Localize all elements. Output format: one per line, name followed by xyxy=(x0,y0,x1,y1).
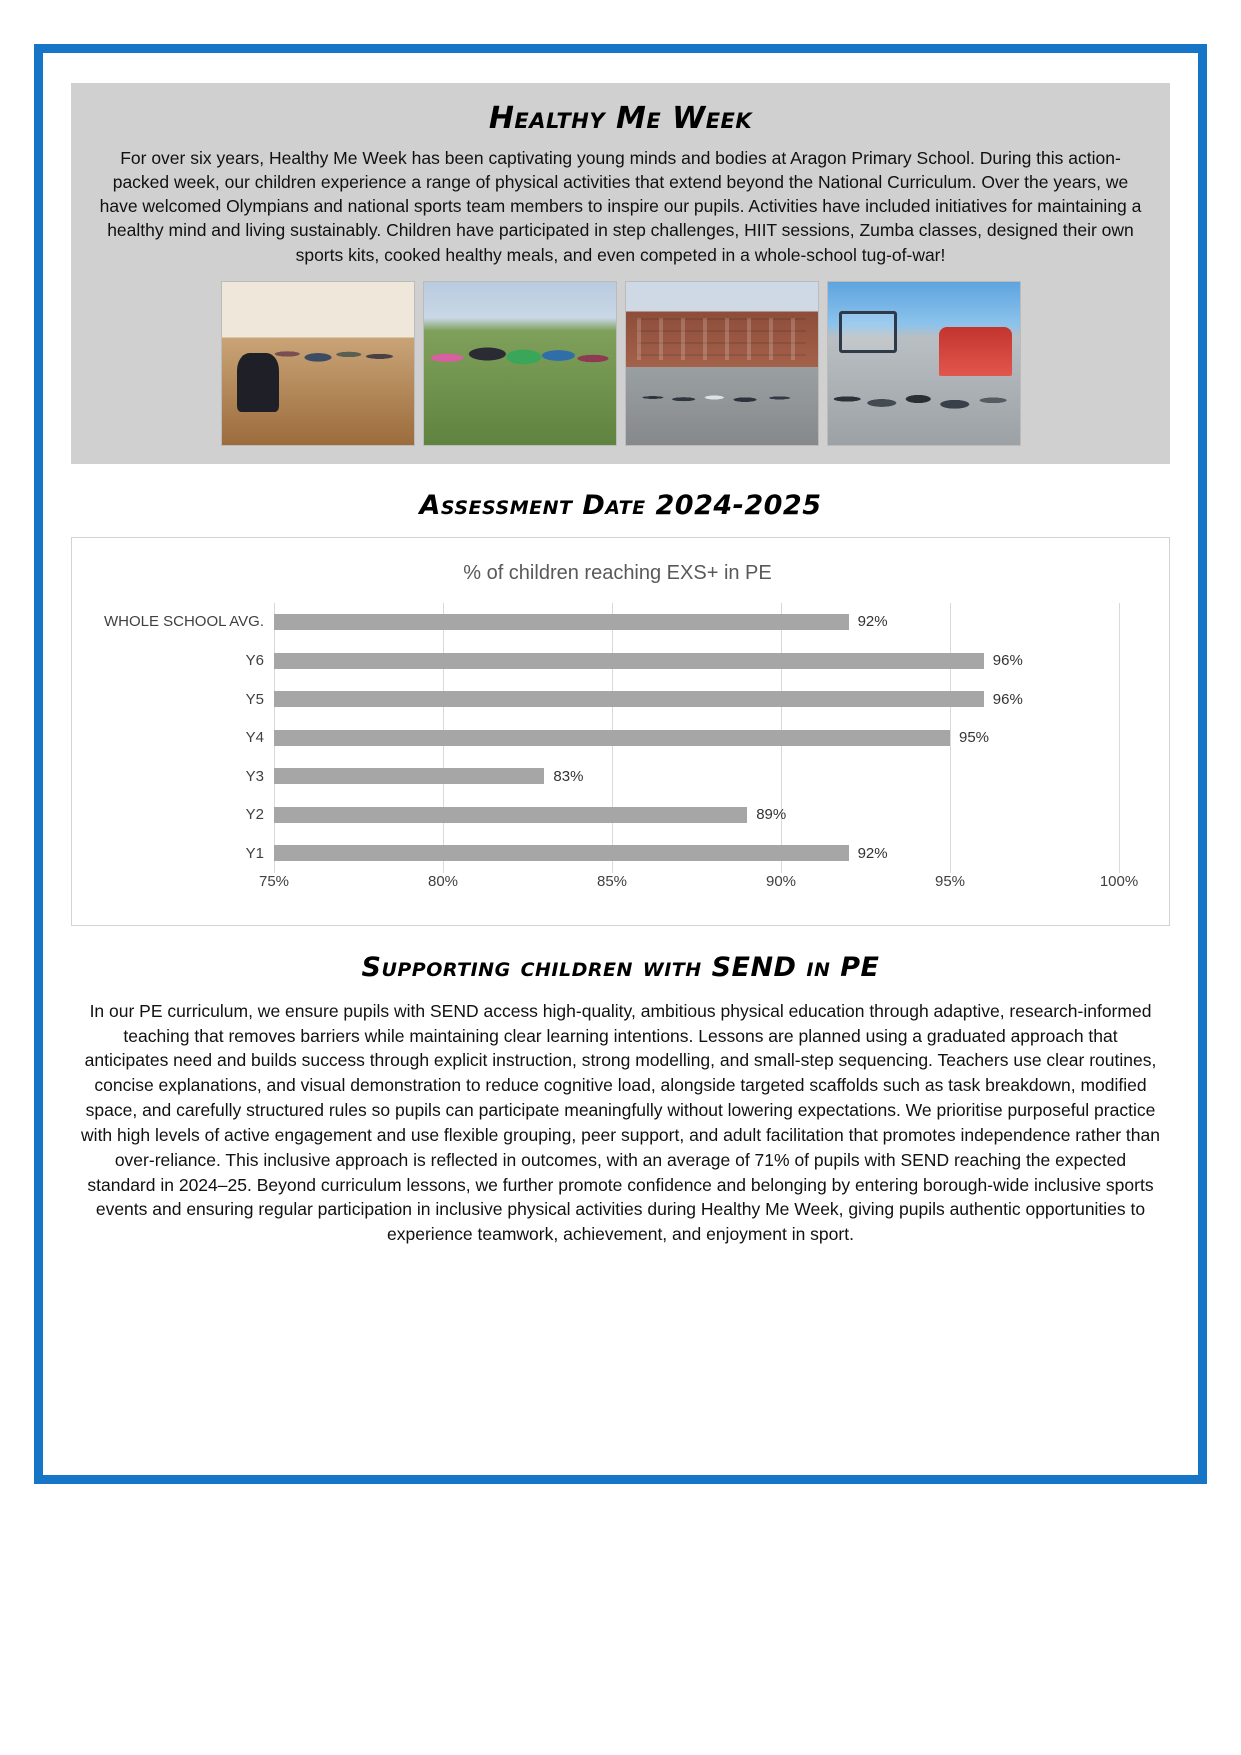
chart-x-tick-label: 100% xyxy=(1099,872,1139,890)
chart-category-label: Y5 xyxy=(245,690,264,708)
chart-bar xyxy=(274,845,849,861)
photo-school-building xyxy=(625,281,819,446)
chart-category-label: WHOLE SCHOOL AVG. xyxy=(103,613,264,631)
chart-gridline xyxy=(1119,603,1120,873)
chart-bar-row xyxy=(245,796,1119,835)
chart-bar xyxy=(274,614,849,630)
chart-category-label: Y2 xyxy=(245,806,264,824)
chart-bar-value: 96% xyxy=(992,652,1023,670)
chart-bar-value: 92% xyxy=(857,613,888,631)
chart-bar-row xyxy=(245,834,1119,873)
chart-bar-value: 83% xyxy=(553,767,584,785)
chart-x-tick-label: 85% xyxy=(596,872,628,890)
basketball-hoop-icon xyxy=(839,311,897,353)
chart-plot-area xyxy=(88,603,1147,915)
chart-category-label: Y1 xyxy=(245,844,264,862)
assessment-heading: Assessment Date 2024-2025 xyxy=(419,489,822,521)
chart-category-label: Y6 xyxy=(245,652,264,670)
photo-playground-inflatable xyxy=(827,281,1021,446)
send-heading: Supporting children with SEND in PE xyxy=(361,951,880,983)
chart-bar-row xyxy=(245,680,1119,719)
chart-bar-row xyxy=(103,603,1119,642)
chart-category-label: Y4 xyxy=(245,729,264,747)
chart-title: % of children reaching EXS+ in PE xyxy=(463,561,772,584)
chart-x-tick-label: 90% xyxy=(765,872,797,890)
chart-x-tick-label: 95% xyxy=(934,872,966,890)
chart-x-tick-label: 80% xyxy=(427,872,459,890)
photo-strip xyxy=(95,281,1146,446)
page-content xyxy=(43,53,1198,1475)
chart-bar xyxy=(274,730,950,746)
chart-x-tick-label: 75% xyxy=(258,872,290,890)
chart-x-axis xyxy=(258,872,1139,893)
chart-bar-value: 89% xyxy=(756,806,787,824)
chart-bar-value: 96% xyxy=(992,690,1023,708)
chart-bar xyxy=(274,691,984,707)
chart-bar-value: 92% xyxy=(857,844,888,862)
chart-bar-row xyxy=(245,718,1119,757)
chart-bar-row xyxy=(245,757,1119,796)
chart-bar xyxy=(274,653,984,669)
send-paragraph: In our PE curriculum, we ensure pupils with SEND access high-quality, ambitious physical education through adaptive, research-informed teaching that removes barriers while maintaining clear learning intentions. Lessons are planned using a graduated approach that anticipates need and builds success through explicit instruction, strong modelling, and small-step sequencing. Teachers use clear routines, concise explanations, and visual demonstration to reduce cognitive load, alongside targeted scaffolds such as task breakdown, modified space, and carefully structured rules so pupils can participate meaningfully without lowering expectations. We prioritise purposeful practice with high levels of active engagement and use flexible grouping, peer support, and adult facilitation that promotes independence rather than over-reliance. This inclusive approach is reflected in outcomes, with an average of 71% of pupils with SEND reaching the expected standard in 2024–25. Beyond curriculum lessons, we further promote confidence and belonging by entering borough-wide inclusive sports events and ensuring regular participation in inclusive physical activities during Healthy Me Week, giving pupils authentic opportunities to experience teamwork, achievement, and enjoyment in sport. xyxy=(81,1000,1160,1245)
pe-attainment-chart xyxy=(71,537,1170,926)
chart-bar xyxy=(274,768,544,784)
chart-bars-container xyxy=(103,603,1119,873)
chart-bar xyxy=(274,807,747,823)
page-border xyxy=(34,44,1207,1484)
chart-category-label: Y3 xyxy=(245,767,264,785)
photo-hall-dancing xyxy=(221,281,415,446)
photo-field-holding-hands xyxy=(423,281,617,446)
healthy-me-week-paragraph: For over six years, Healthy Me Week has been captivating young minds and bodies at Aragon Primary School. During this action-packed week, our children experience a range of physical activities that extend beyond the National Curriculum. Over the years, we have welcomed Olympians and national sports team members to inspire our pupils. Activities have included initiatives for maintaining a healthy mind and living sustainably. Children have participated in step challenges, HIIT sessions, Zumba classes, designed their own sports kits, cooked healthy meals, and even competed in a whole-school tug-of-war! xyxy=(99,148,1142,265)
chart-bar-value: 95% xyxy=(959,729,990,747)
healthy-me-week-panel xyxy=(71,83,1170,464)
healthy-me-week-title: Healthy Me Week xyxy=(488,101,753,136)
chart-bar-row xyxy=(245,641,1119,680)
